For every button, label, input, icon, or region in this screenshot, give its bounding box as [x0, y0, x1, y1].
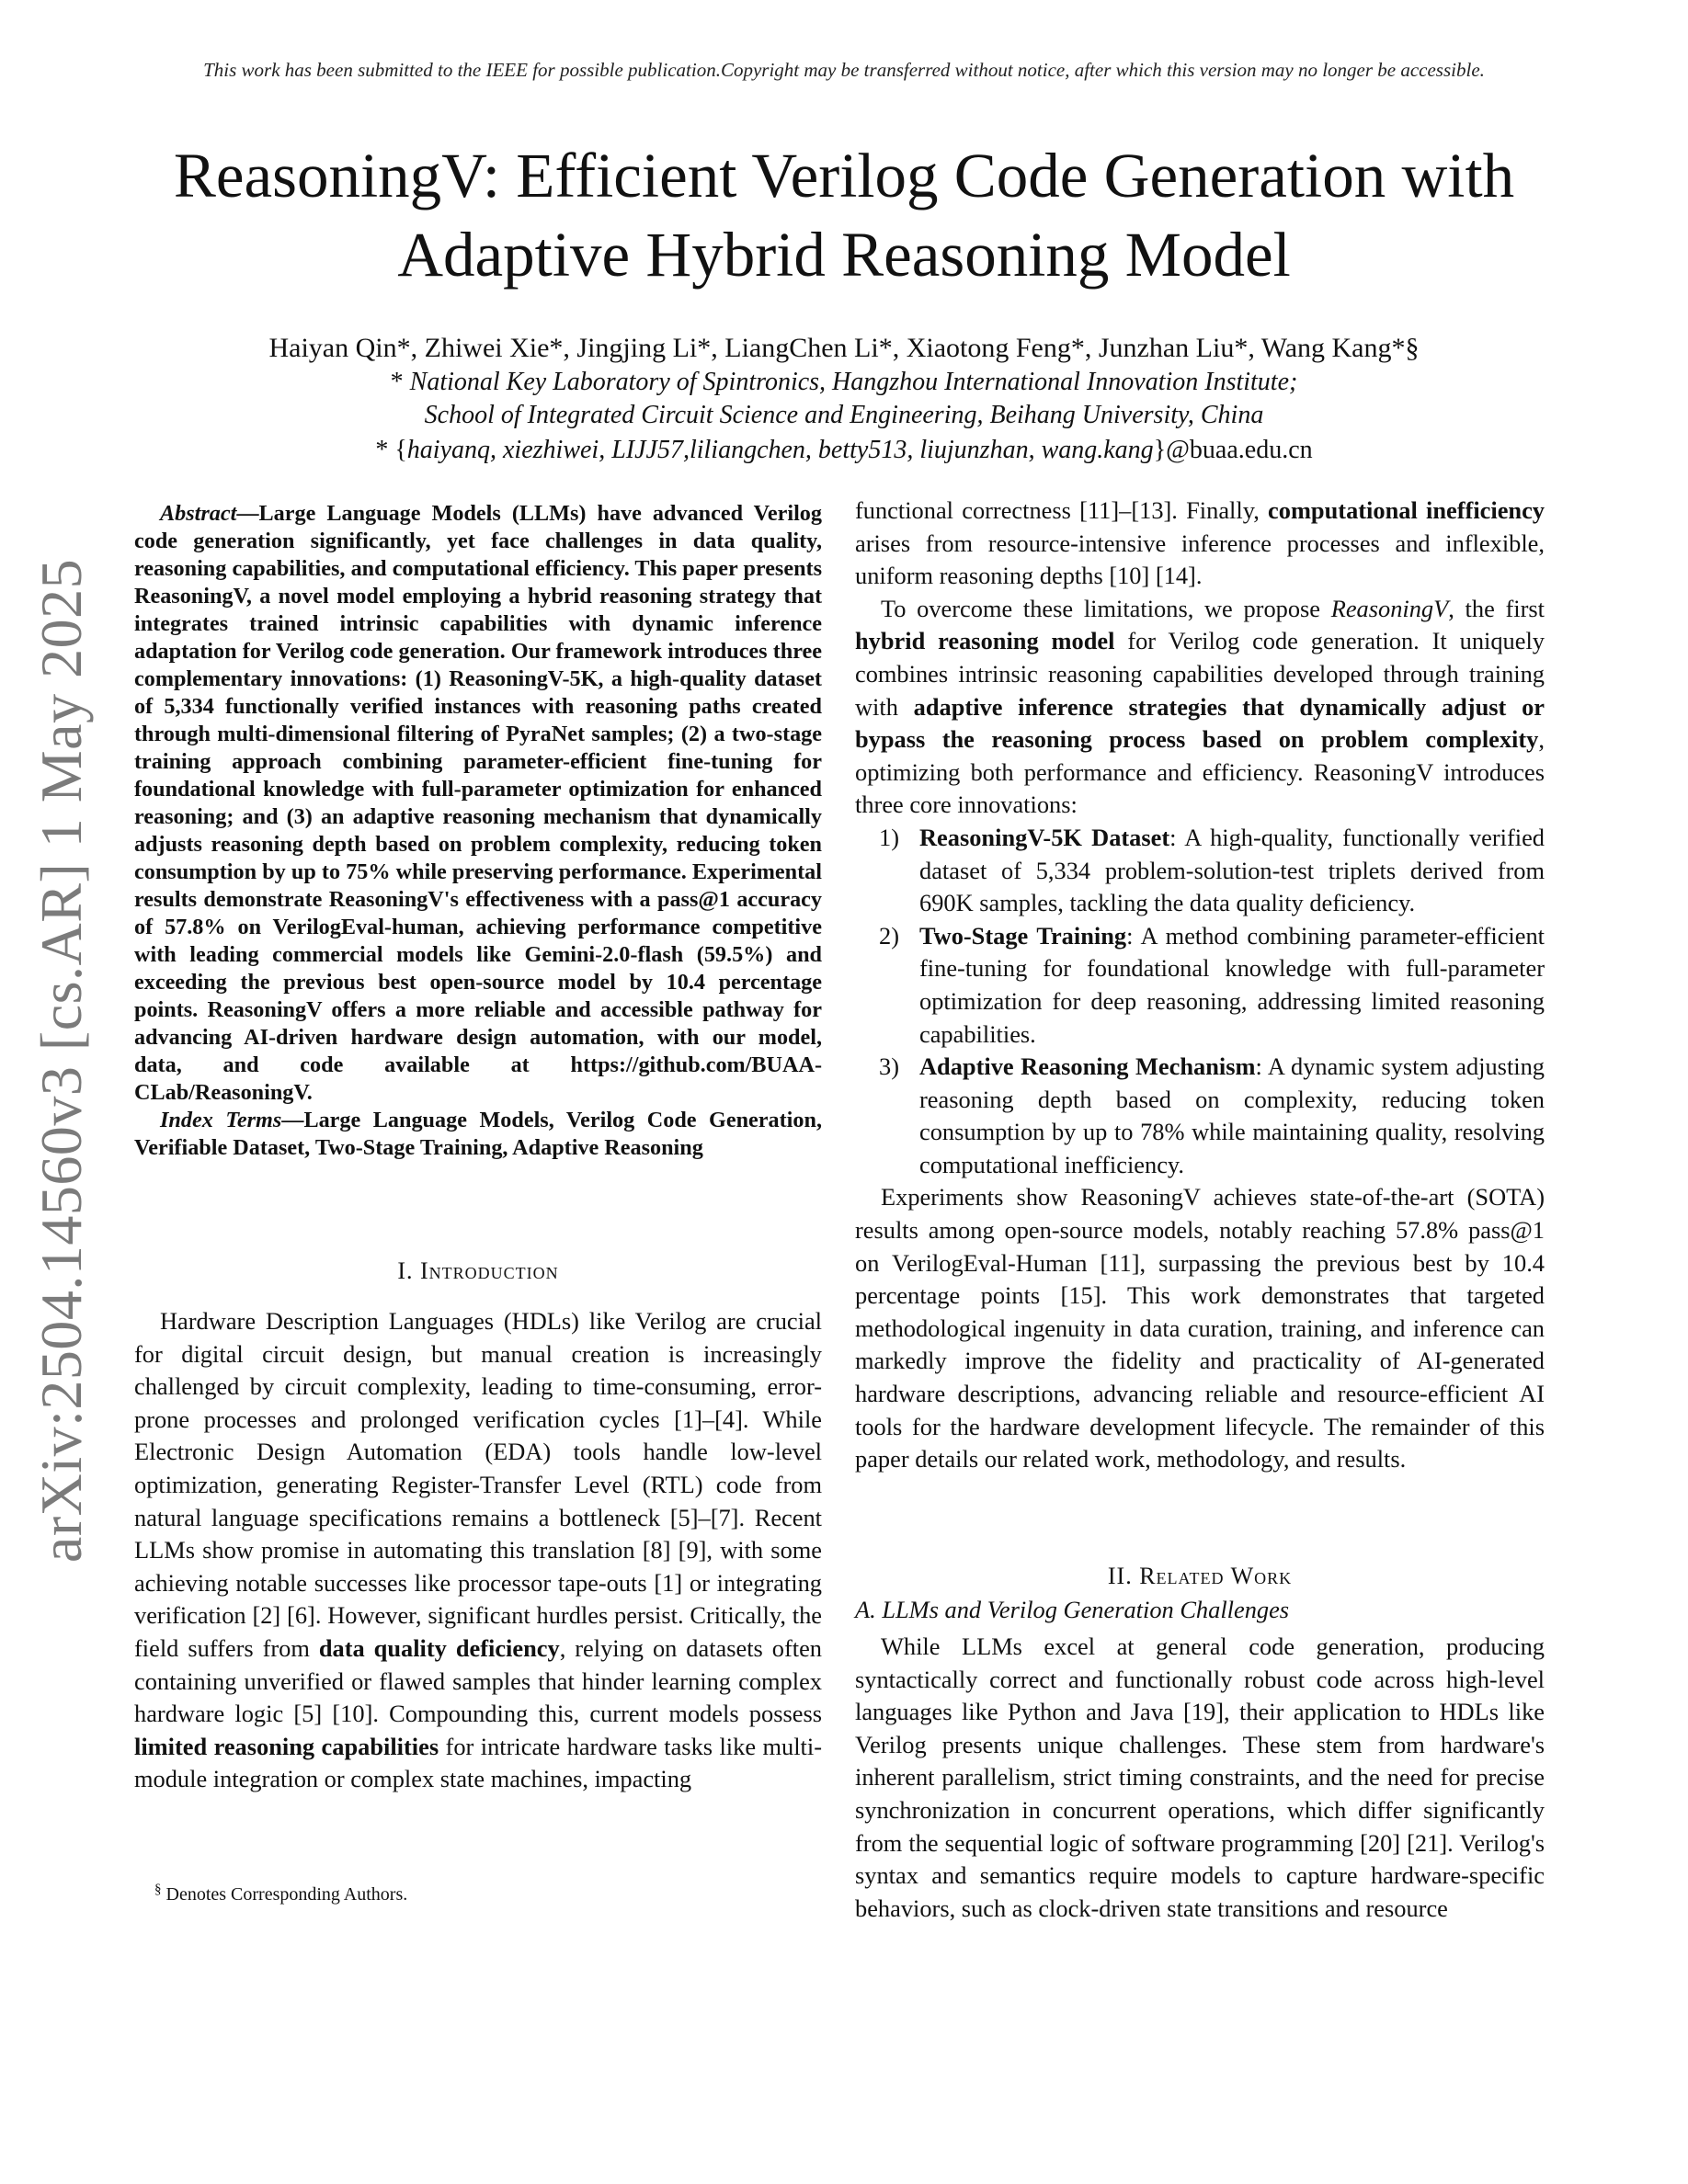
section-title-introduction: I. Introduction: [397, 1257, 559, 1284]
contribution-number: 1): [879, 823, 899, 851]
contribution-item: [855, 822, 1545, 920]
footnote-text: Denotes Corresponding Authors.: [165, 1884, 408, 1905]
right-emphasis-hybrid: hybrid reasoning model: [855, 627, 1115, 655]
footnote-mark: §: [154, 1882, 162, 1897]
contribution-title: Adaptive Reasoning Mechanism: [919, 1052, 1256, 1081]
contribution-text: : A method combining parameter-efficient fine-tuning for foundational knowledge with full-parameter optimization for deep reasoning, addressing limited reasoning capabilities.: [919, 921, 1545, 1048]
right-column-text: [855, 495, 1545, 1476]
right-text-1g: , optimizing both performance and efficiency. ReasoningV introduces three core innovations:: [855, 725, 1545, 819]
intro-emphasis-reasoning: limited reasoning capabilities: [134, 1732, 439, 1760]
intro-text-c: , relying on datasets often containing unverified or flawed samples that hinder learning complex hardware logic [5] [10]. Compounding this, current models possess: [134, 1633, 822, 1728]
contribution-text: : A dynamic system adjusting reasoning depth based on complexity, reducing token consumption by up to 78% while maintaining quality, resolving computational inefficiency.: [919, 1052, 1545, 1178]
index-terms: [134, 1107, 822, 1162]
title-line-1: ReasoningV: Efficient Verilog Code Generation with: [173, 141, 1515, 210]
affiliation-text-1: National Key Laboratory of Spintronics, Hangzhou International Innovation Institute;: [409, 368, 1298, 396]
introduction-text: [134, 1305, 822, 1796]
email-brace: }: [1153, 436, 1167, 464]
email-names: haiyanq, xiezhiwei, LIJJ57,liliangchen, betty513, liujunzhan, wang.kang: [406, 436, 1154, 464]
contribution-title: ReasoningV-5K Dataset: [919, 823, 1170, 851]
affiliation-line-1: [120, 368, 1568, 397]
affiliation-mark: *: [390, 368, 404, 396]
section-title-related-work: II. Related Work: [1107, 1563, 1293, 1589]
email-domain: @buaa.edu.cn: [1166, 436, 1313, 464]
related-work-text: [855, 1631, 1545, 1925]
contribution-title: Two-Stage Training: [919, 921, 1127, 950]
contribution-text: : A high-quality, functionally verified dataset of 5,334 problem-solution-test triplets derived from 690K samples, tackling the data quality deficiency.: [919, 823, 1545, 917]
index-terms-text: —Large Language Models, Verilog Code Generation, Verifiable Dataset, Two-Stage Training, Adaptive Reasoning: [134, 1108, 822, 1160]
related-paragraph-1: While LLMs excel at general code generation, producing syntactically correct and functionally robust code across high-level languages like Python and Java [19], their application to HDLs like Verilog presents unique challenges. These stem from hardware's inherent parallelism, strict timing constraints, and the need for precise synchronization in concurrent operations, which differ significantly from the sequential logic of software programming [20] [21]. Verilog's syntax and semantics require models to capture hardware-specific behaviors, such as clock-driven state transitions and resource: [855, 1632, 1545, 1922]
right-paragraph-2: Experiments show ReasoningV achieves state-of-the-art (SOTA) results among open-source models, notably reaching 57.8% pass@1 on VerilogEval-Human [11], surpassing the previous best by 10.4 percentage points [15]. This work demonstrates that targeted methodological ingenuity in data curation, training, and inference can markedly improve the fidelity and practicality of AI-generated hardware descriptions, advancing reliable and resource-efficient AI tools for the hardware development lifecycle. The remainder of this paper details our related work, methodology, and results.: [855, 1183, 1545, 1473]
right-text-1c: , the first: [1448, 594, 1545, 622]
intro-text-a: Hardware Description Languages (HDLs) like Verilog are crucial for digital circuit design, but manual creation is increasingly challenged by circuit complexity, leading to time-consuming, error-prone processes and prolonged verification cycles [1]–[4]. While Electronic Design Automation (EDA) tools handle low-level optimization, generating Register-Transfer Level (RTL) code from natural language specifications remains a bottleneck [5]–[7]. Recent LLMs show promise in automating this translation [8] [9], with some achieving notable successes like processor tape-outs [1] or integrating verification [2] [6]. However, significant hurdles persist. Critically, the field suffers from: [134, 1307, 822, 1662]
index-terms-label: Index Terms: [160, 1108, 282, 1132]
publication-notice: This work has been submitted to the IEEE for possible publication.Copyright may be transferred without notice, after which this version may no longer be accessible.: [203, 59, 1485, 81]
arxiv-identifier: arXiv:2504.14560v3 [cs.AR] 1 May 2025: [29, 558, 94, 1564]
title-line-2: Adaptive Hybrid Reasoning Model: [397, 220, 1291, 290]
right-paragraph-0: [855, 495, 1545, 593]
contribution-item: [855, 920, 1545, 1051]
contribution-item: [855, 1051, 1545, 1181]
subsection-title-a: A. LLMs and Verilog Generation Challenges: [855, 1596, 1290, 1623]
intro-emphasis-data-quality: data quality deficiency: [318, 1633, 560, 1662]
arxiv-sidebar: [20, 555, 103, 1566]
abstract-label: Abstract: [160, 501, 237, 526]
footnote: [154, 1884, 407, 1905]
right-text-0c: arises from resource-intensive inference processes and inflexible, uniform reasoning depths [10] [14].: [855, 529, 1545, 590]
contribution-number: 2): [879, 921, 899, 950]
author-list: Haiyan Qin*, Zhiwei Xie*, Jingjing Li*, LiangChen Li*, Xiaotong Feng*, Junzhan Liu*, Wang Kang*§: [268, 333, 1420, 363]
intro-paragraph-1: [134, 1305, 822, 1796]
right-emphasis-adaptive: adaptive inference strategies that dynamically adjust or bypass the reasoning process based on problem complexity: [855, 692, 1545, 754]
right-text-1e: for Verilog code generation. It uniquely combines intrinsic reasoning capabilities developed through training with: [855, 627, 1545, 721]
author-emails: [120, 436, 1568, 465]
abstract-block: [134, 500, 822, 1162]
abstract-paragraph: [134, 500, 822, 1107]
intro-text-e: for intricate hardware tasks like multi-module integration or complex state machines, impacting: [134, 1732, 822, 1793]
paper-title: [120, 136, 1568, 294]
right-paragraph-1: [855, 593, 1545, 822]
right-text-0a: functional correctness [11]–[13]. Finally,: [855, 496, 1269, 524]
right-model-name: ReasoningV: [1330, 594, 1449, 622]
contribution-number: 3): [879, 1052, 899, 1081]
email-mark: * {: [375, 436, 407, 464]
right-text-1a: To overcome these limitations, we propose: [881, 594, 1331, 622]
abstract-text: —Large Language Models (LLMs) have advanced Verilog code generation significantly, yet face challenges in data quality, reasoning capabilities, and computational efficiency. This paper presents ReasoningV, a novel model employing a hybrid reasoning strategy that integrates trained intrinsic capabilities with dynamic inference adaptation for Verilog code generation. Our framework introduces three complementary innovations: (1) ReasoningV-5K, a high-quality dataset of 5,334 functionally verified instances with reasoning paths created through multi-dimensional filtering of PyraNet samples; (2) a two-stage training approach combining parameter-efficient fine-tuning for foundational knowledge with full-parameter optimization for enhanced reasoning; and (3) an adaptive reasoning mechanism that dynamically adjusts reasoning depth based on problem complexity, reducing token consumption by up to 75% while preserving performance. Experimental results demonstrate ReasoningV's effectiveness with a pass@1 accuracy of 57.8% on VerilogEval-human, achieving performance competitive with leading commercial models like Gemini-2.0-flash (59.5%) and exceeding the previous best open-source model by 10.4 percentage points. ReasoningV offers a more reliable and accessible pathway for advancing AI-driven hardware design automation, with our model, data, and code available at https://github.com/BUAA-CLab/ReasoningV.: [134, 501, 822, 1105]
affiliation-line-2: School of Integrated Circuit Science and Engineering, Beihang University, China: [424, 401, 1264, 429]
contribution-list: [855, 822, 1545, 1182]
right-emphasis-inefficiency: computational inefficiency: [1268, 496, 1545, 524]
